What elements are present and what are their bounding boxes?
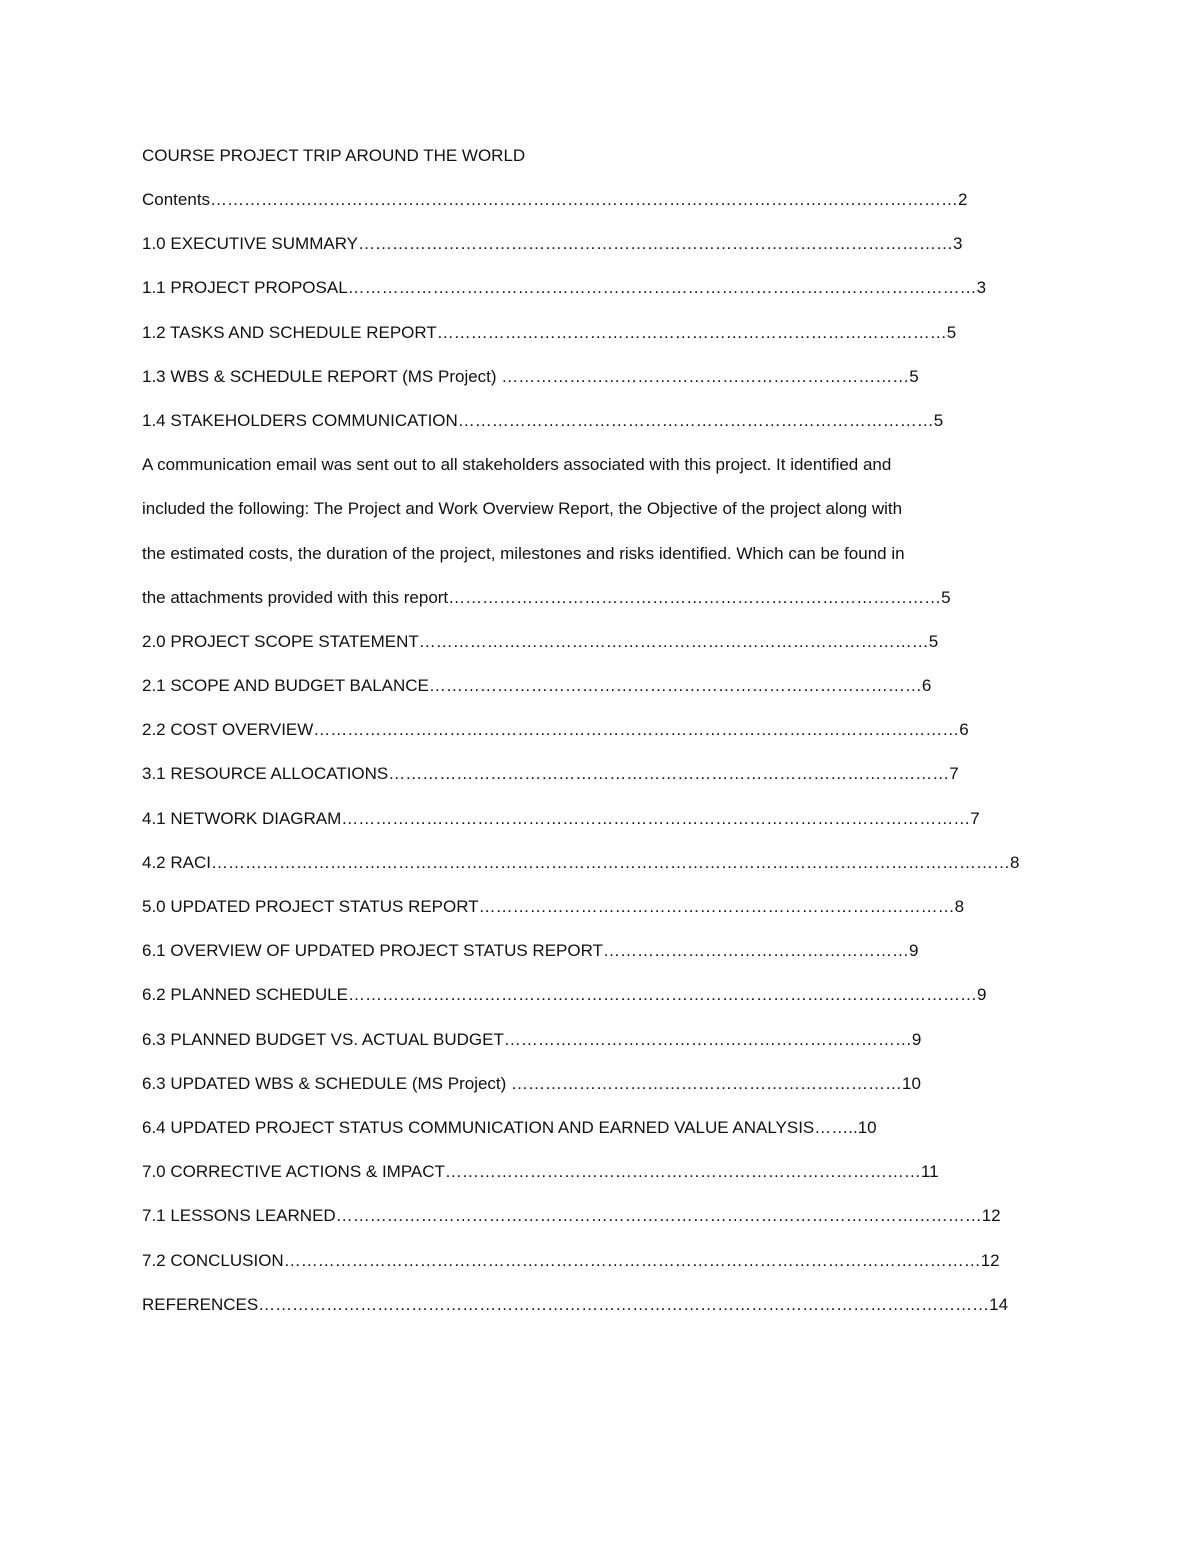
toc-network-diagram: 4.1 NETWORK DIAGRAM…………………………………………………………………………………………………7	[142, 808, 980, 828]
toc-updated-project-status-report: 5.0 UPDATED PROJECT STATUS REPORT…………………………………………………………………………8	[142, 897, 965, 916]
paragraph-line-2: included the following: The Project and Work Overview Report, the Objective of the project along with	[142, 499, 903, 519]
toc-overview-updated-status: 6.1 OVERVIEW OF UPDATED PROJECT STATUS REPORT………………………………………………9	[142, 941, 919, 961]
toc-executive-summary: 1.0 EXECUTIVE SUMMARY……………………………………………………………………………………………3	[142, 234, 963, 254]
toc-stakeholders-communication: 1.4 STAKEHOLDERS COMMUNICATION…………………………………………………………………………5	[142, 410, 944, 430]
toc-updated-wbs-schedule: 6.3 UPDATED WBS & SCHEDULE (MS Project) ……………………………………………………………10	[142, 1073, 921, 1093]
toc-wbs-schedule-report: 1.3 WBS & SCHEDULE REPORT (MS Project) ………………………………………………………………5	[142, 366, 919, 386]
toc-planned-schedule: 6.2 PLANNED SCHEDULE…………………………………………………………………………………………………9	[142, 985, 987, 1005]
toc-corrective-actions: 7.0 CORRECTIVE ACTIONS & IMPACT…………………………………………………………………………11	[142, 1162, 939, 1182]
toc-raci: 4.2 RACI……………………………………………………………………………………………………………………………8	[142, 852, 1020, 872]
table-of-contents	[142, 188, 1142, 1337]
toc-planned-vs-actual-budget: 6.3 PLANNED BUDGET VS. ACTUAL BUDGET………………………………………………………………9	[142, 1029, 922, 1049]
toc-project-proposal: 1.1 PROJECT PROPOSAL…………………………………………………………………………………………………3	[142, 278, 987, 298]
toc-resource-allocations: 3.1 RESOURCE ALLOCATIONS………………………………………………………………………………………7	[142, 764, 959, 784]
toc-references: REFERENCES…………………………………………………………………………………………………………………14	[142, 1294, 1009, 1314]
toc-status-communication-evm: 6.4 UPDATED PROJECT STATUS COMMUNICATION AND EARNED VALUE ANALYSIS……..10	[142, 1117, 877, 1137]
toc-lessons-learned: 7.1 LESSONS LEARNED……………………………………………………………………………………………………12	[142, 1206, 1001, 1226]
toc-cost-overview: 2.2 COST OVERVIEW……………………………………………………………………………………………………6	[142, 720, 969, 740]
paragraph-line-4: the attachments provided with this report……………………………………………………………………………5	[142, 587, 951, 607]
toc-conclusion: 7.2 CONCLUSION……………………………………………………………………………………………………………12	[142, 1250, 1000, 1270]
toc-project-scope-statement: 2.0 PROJECT SCOPE STATEMENT………………………………………………………………………………5	[142, 631, 939, 651]
toc-contents: Contents……………………………………………………………………………………………………………………2	[142, 190, 968, 209]
toc-tasks-schedule-report: 1.2 TASKS AND SCHEDULE REPORT………………………………………………………………………………5	[142, 322, 957, 342]
paragraph-line-1: A communication email was sent out to all stakeholders associated with this project. It identified and	[142, 455, 892, 475]
toc-scope-budget-balance: 2.1 SCOPE AND BUDGET BALANCE……………………………………………………………………………6	[142, 676, 932, 696]
document-title: COURSE PROJECT TRIP AROUND THE WORLD	[142, 146, 526, 165]
paragraph-line-3: the estimated costs, the duration of the project, milestones and risks identified. Which can be found in	[142, 543, 905, 563]
